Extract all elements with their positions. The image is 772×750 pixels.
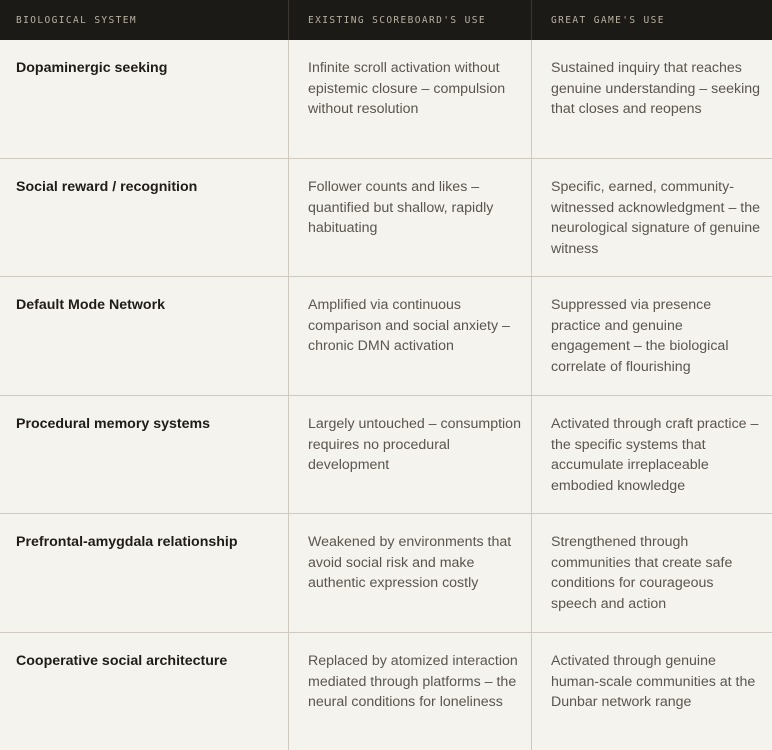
great-game-cell: Activated through genuine human-scale communities at the Dunbar network range <box>531 633 772 750</box>
scoreboard-cell: Follower counts and likes – quantified but shallow, rapidly habituating <box>288 159 531 276</box>
system-cell: Procedural memory systems <box>16 416 210 432</box>
table-row <box>0 277 772 396</box>
table-row <box>0 514 772 633</box>
scoreboard-cell: Infinite scroll activation without epistemic closure – compulsion without resolution <box>288 40 531 158</box>
great-game-cell: Specific, earned, community-witnessed acknowledgment – the neurological signature of genuine witness <box>531 159 772 276</box>
header-existing-scoreboard: EXISTING SCOREBOARD'S USE <box>288 0 531 40</box>
header-great-game: GREAT GAME'S USE <box>531 0 772 40</box>
great-game-cell: Activated through craft practice – the specific systems that accumulate irreplaceable embodied knowledge <box>531 396 772 513</box>
table-header <box>0 0 772 40</box>
great-game-cell: Strengthened through communities that create safe conditions for courageous speech and action <box>531 514 772 632</box>
table-row <box>0 40 772 159</box>
system-cell: Default Mode Network <box>16 297 165 313</box>
scoreboard-cell: Weakened by environments that avoid social risk and make authentic expression costly <box>288 514 531 632</box>
system-cell: Dopaminergic seeking <box>16 60 168 76</box>
great-game-cell: Suppressed via presence practice and genuine engagement – the biological correlate of flourishing <box>531 277 772 395</box>
system-cell: Social reward / recognition <box>16 179 198 195</box>
table-row <box>0 159 772 277</box>
scoreboard-cell: Largely untouched – consumption requires no procedural development <box>288 396 531 513</box>
scoreboard-cell: Amplified via continuous comparison and social anxiety – chronic DMN activation <box>288 277 531 395</box>
scoreboard-cell: Replaced by atomized interaction mediated through platforms – the neural conditions for loneliness <box>288 633 531 750</box>
header-biological-system: BIOLOGICAL SYSTEM <box>16 14 138 26</box>
great-game-cell: Sustained inquiry that reaches genuine understanding – seeking that closes and reopens <box>531 40 772 158</box>
system-cell: Cooperative social architecture <box>16 653 228 669</box>
system-cell: Prefrontal-amygdala relationship <box>16 534 238 550</box>
table-row <box>0 396 772 514</box>
table-row <box>0 633 772 750</box>
